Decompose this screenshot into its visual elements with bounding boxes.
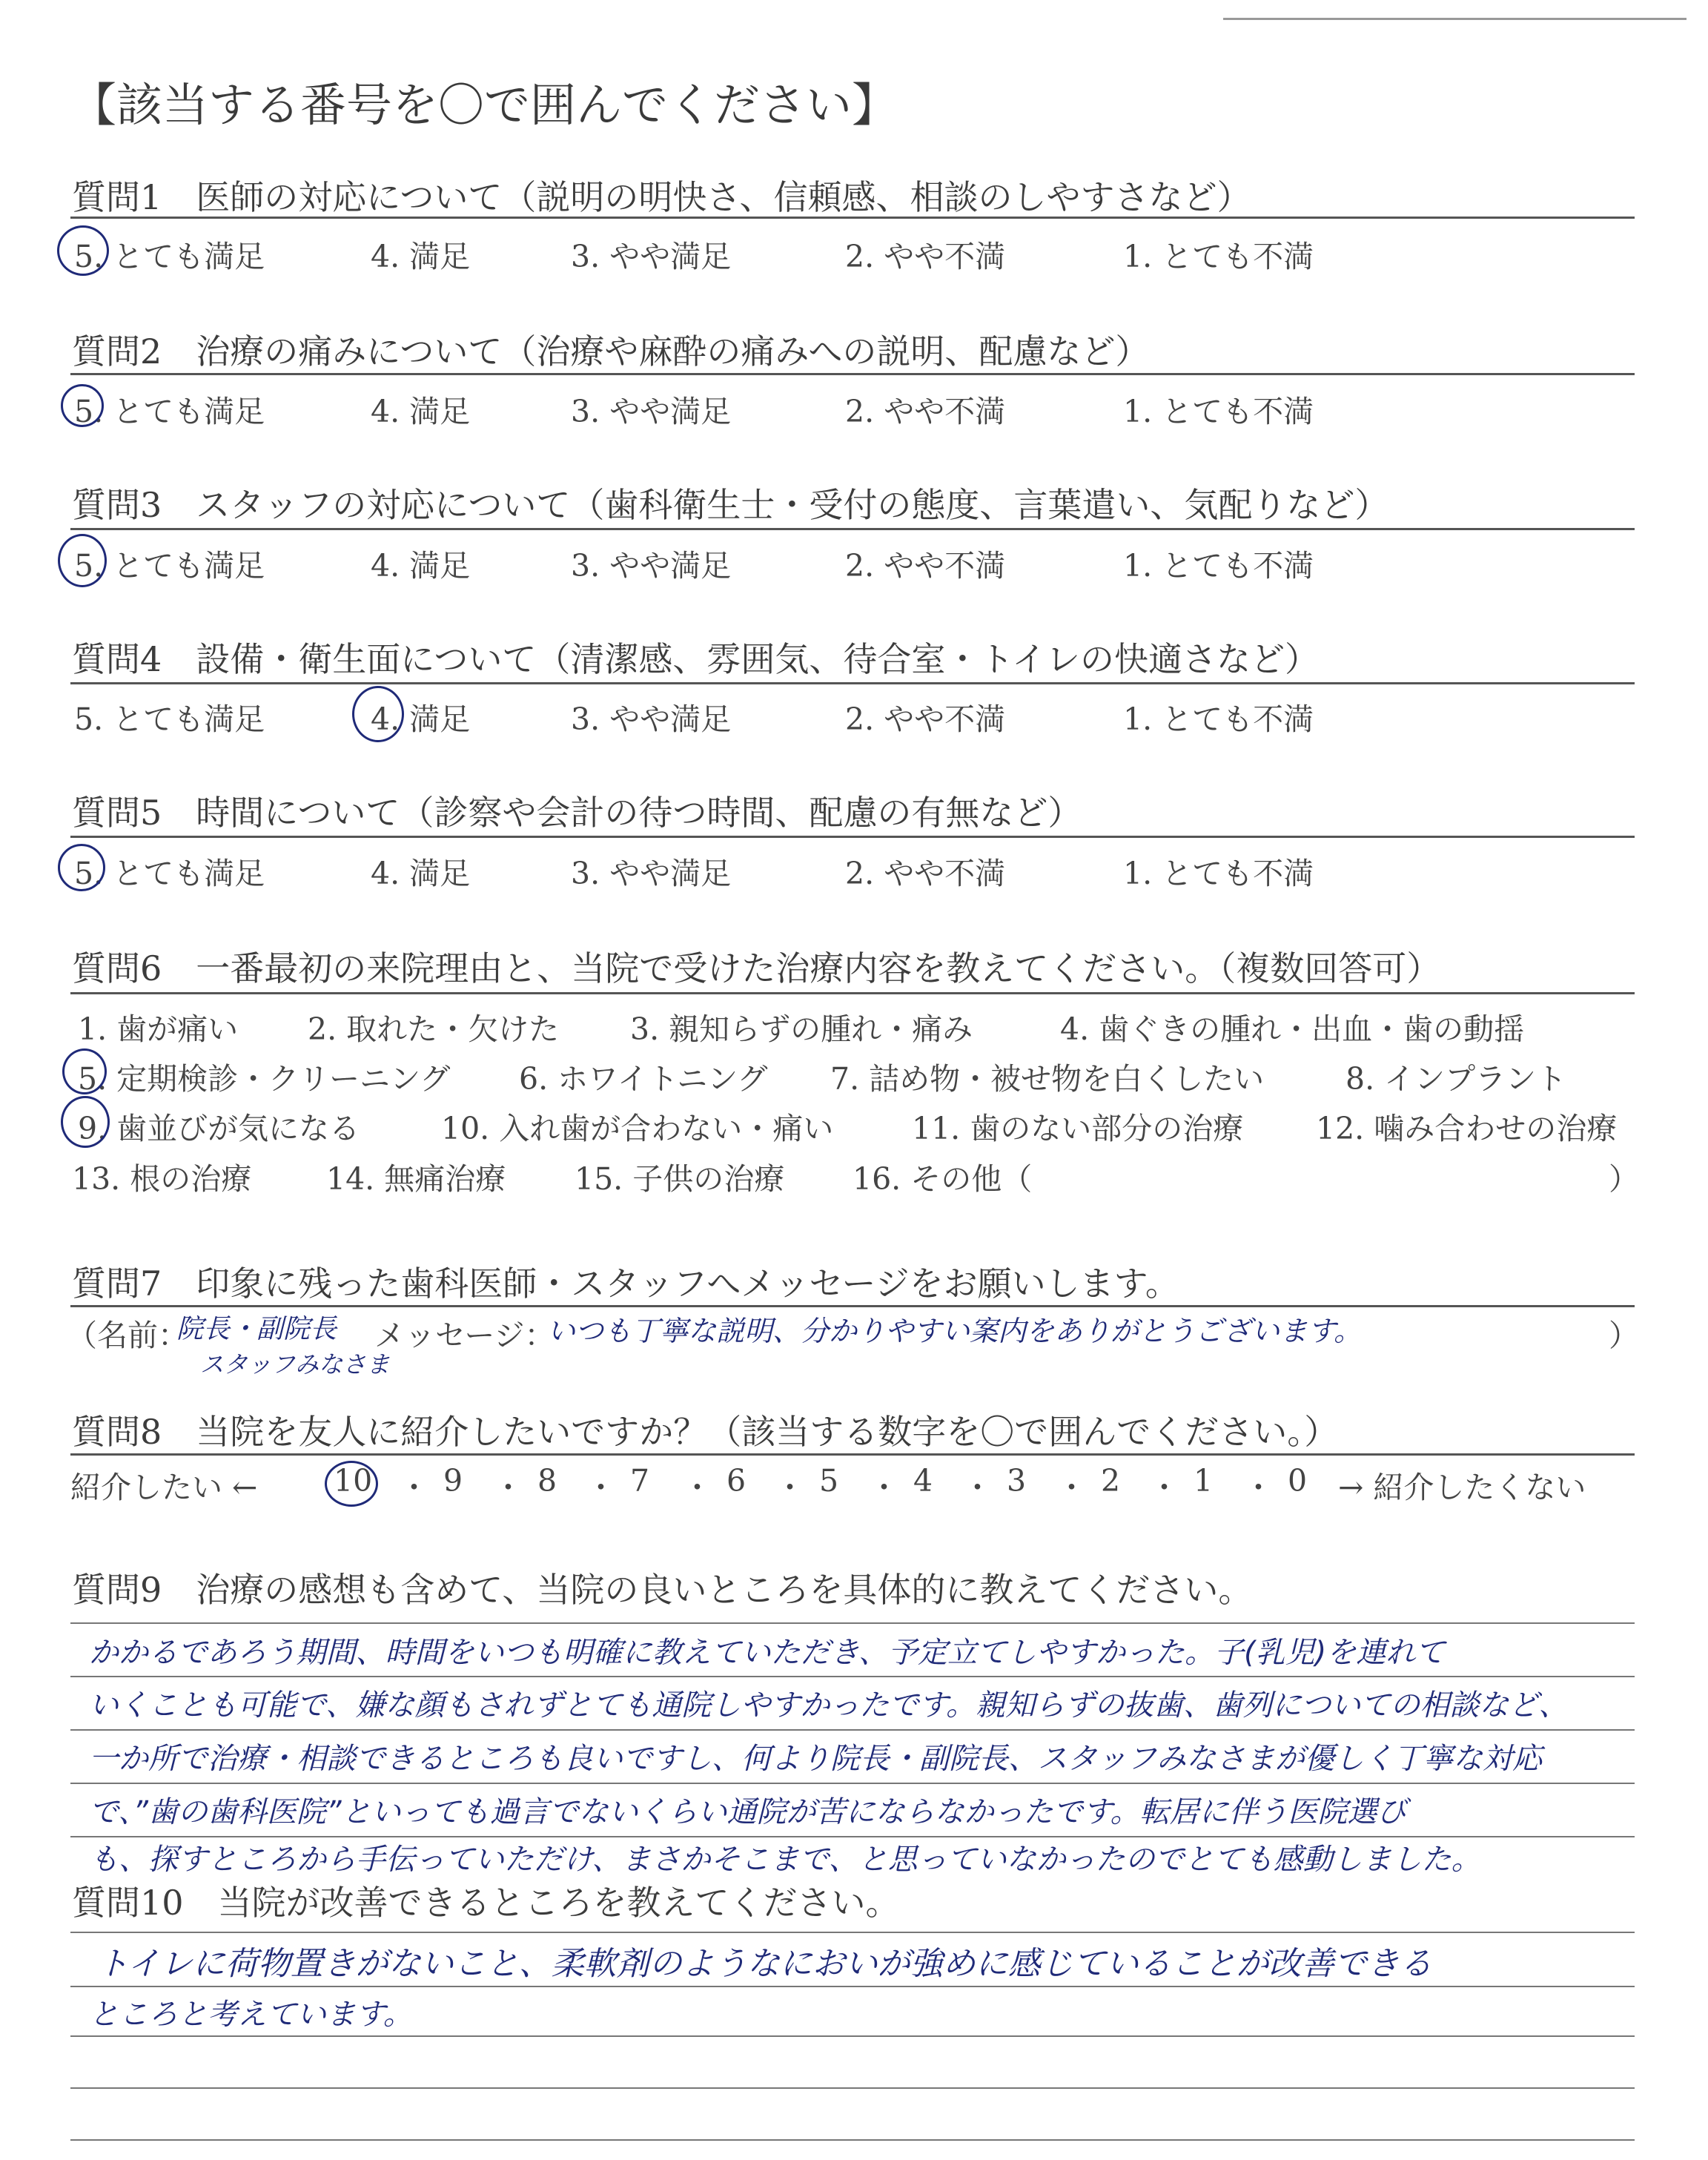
q1-option-5[interactable]: 5. とても満足: [74, 239, 265, 274]
question-10-title: 質問10 当院が改善できるところを教えてください。: [72, 1883, 900, 1923]
q8-scale-8[interactable]: 8: [537, 1463, 557, 1499]
q6-option-7[interactable]: 7. 詰め物・被せ物を白くしたい: [830, 1061, 1265, 1097]
question-3-title: 質問3 スタッフの対応について（歯科衛生士・受付の態度、言葉遣い、気配りなど）: [72, 485, 1389, 525]
q5-selected-circle: [58, 844, 105, 891]
q6-option-9[interactable]: 9. 歯並びが気になる: [78, 1111, 360, 1146]
q3-option-2[interactable]: 2. やや不満: [845, 548, 1006, 584]
q9-answer-line-3[interactable]: 一か所で治療・相談できるところも良いですし、何より院長・副院長、スタッフみなさまが優しく丁寧な対応: [89, 1742, 1542, 1776]
q8-scale-dot: ・: [1056, 1470, 1087, 1505]
q6-option-16[interactable]: 16. その他（: [853, 1161, 1033, 1197]
q8-scale-0[interactable]: 0: [1288, 1463, 1308, 1499]
q3-option-1[interactable]: 1. とても不満: [1123, 548, 1314, 584]
q6-option-1[interactable]: 1. 歯が痛い: [78, 1011, 239, 1047]
q6-option-5[interactable]: 5. 定期検診・クリーニング: [78, 1061, 451, 1097]
question-4-title: 質問4 設備・衛生面について（清潔感、雰囲気、待合室・トイレの快適さなど）: [72, 639, 1320, 679]
q7-message-value[interactable]: いつも丁寧な説明、分かりやすい案内をありがとうございます。: [547, 1315, 1362, 1347]
q6-option-11[interactable]: 11. 歯のない部分の治療: [912, 1111, 1244, 1146]
question-1-title: 質問1 医師の対応について（説明の明快さ、信頼感、相談のしやすさなど）: [72, 177, 1251, 217]
q8-scale-dot: ・: [682, 1470, 712, 1505]
q8-scale-dot: ・: [775, 1470, 805, 1505]
q8-scale-dot: ・: [1149, 1470, 1179, 1505]
q6-option-8[interactable]: 8. インプラント: [1345, 1061, 1567, 1097]
q5-option-2[interactable]: 2. やや不満: [845, 856, 1006, 891]
q9-answer-line-5[interactable]: も、探すところから手伝っていただけ、まさかそこまで、と思っていなかったのでとても感動しました。: [89, 1843, 1481, 1877]
q9-answer-rule: [70, 1622, 1635, 1624]
question-1-rule: [70, 217, 1635, 219]
question-7-rule: [70, 1305, 1635, 1307]
q5-option-3[interactable]: 3. やや満足: [571, 856, 732, 891]
q1-option-1[interactable]: 1. とても不満: [1123, 239, 1314, 274]
q6-option-14[interactable]: 14. 無痛治療: [326, 1161, 506, 1197]
question-5-title: 質問5 時間について（診察や会計の待つ時間、配慮の有無など）: [72, 793, 1082, 833]
q6-option-2[interactable]: 2. 取れた・欠けた: [308, 1011, 560, 1047]
q8-scale-4[interactable]: 4: [913, 1463, 933, 1499]
top-edge-line: [1223, 18, 1687, 20]
q8-scale-dot: ・: [586, 1470, 616, 1505]
q8-scale-dot: ・: [493, 1470, 523, 1505]
q8-scale-7[interactable]: 7: [630, 1463, 650, 1499]
q10-answer-line-1[interactable]: トイレに荷物置きがないこと、柔軟剤のようなにおいが強めに感じていることが改善できる: [96, 1945, 1432, 1983]
q1-option-4[interactable]: 4. 満足: [371, 239, 471, 274]
question-2-rule: [70, 373, 1635, 375]
question-6-title: 質問6 一番最初の来院理由と、当院で受けた治療内容を教えてください。（複数回答可）: [72, 948, 1441, 988]
q3-option-3[interactable]: 3. やや満足: [571, 548, 732, 584]
q8-scale-5[interactable]: 5: [819, 1463, 839, 1499]
question-5-rule: [70, 836, 1635, 838]
q4-option-2[interactable]: 2. やや不満: [845, 701, 1006, 737]
q2-option-2[interactable]: 2. やや不満: [845, 394, 1006, 429]
q8-scale-3[interactable]: 3: [1007, 1463, 1027, 1499]
q1-option-3[interactable]: 3. やや満足: [571, 239, 732, 274]
q4-selected-circle: [352, 686, 404, 742]
q2-option-1[interactable]: 1. とても不満: [1123, 394, 1314, 429]
q8-right-label: → 紹介したくない: [1338, 1470, 1586, 1505]
question-9-title: 質問9 治療の感想も含めて、当院の良いところを具体的に教えてください。: [72, 1570, 1253, 1610]
q8-scale-dot: ・: [399, 1470, 429, 1505]
q6-other-close: ）: [1609, 1161, 1639, 1197]
q7-close: ）: [1609, 1318, 1639, 1353]
q7-name-value-2[interactable]: スタッフみなさま: [200, 1350, 391, 1378]
q1-selected-circle: [57, 225, 109, 276]
q8-scale-2[interactable]: 2: [1101, 1463, 1121, 1499]
q6-selected-circle-5: [62, 1048, 107, 1094]
q4-option-5[interactable]: 5. とても満足: [74, 701, 265, 737]
q6-option-4[interactable]: 4. 歯ぐきの腫れ・出血・歯の動揺: [1060, 1011, 1525, 1047]
q8-scale-dot: ・: [1243, 1470, 1274, 1505]
q5-option-1[interactable]: 1. とても不満: [1123, 856, 1314, 891]
question-7-title: 質問7 印象に残った歯科医師・スタッフへメッセージをお願いします。: [72, 1264, 1179, 1304]
q10-answer-line-2[interactable]: ところと考えています。: [89, 1998, 413, 2032]
q2-option-4[interactable]: 4. 満足: [371, 394, 471, 429]
q9-answer-rule: [70, 1676, 1635, 1677]
q8-left-label: 紹介したい ←: [70, 1470, 258, 1505]
q3-option-5[interactable]: 5. とても満足: [74, 548, 265, 584]
q9-answer-line-1[interactable]: かかるであろう期間、時間をいつも明確に教えていただき、予定立てしやすかった。子(乳児)を連れて: [89, 1636, 1446, 1670]
question-6-rule: [70, 992, 1635, 994]
q6-option-15[interactable]: 15. 子供の治療: [575, 1161, 785, 1197]
q8-scale-1[interactable]: 1: [1194, 1463, 1214, 1499]
q9-answer-rule: [70, 1783, 1635, 1784]
q2-option-3[interactable]: 3. やや満足: [571, 394, 732, 429]
q8-scale-dot: ・: [962, 1470, 993, 1505]
question-4-rule: [70, 682, 1635, 684]
q4-option-3[interactable]: 3. やや満足: [571, 701, 732, 737]
question-8-rule: [70, 1453, 1635, 1456]
q8-scale-9[interactable]: 9: [443, 1463, 463, 1499]
q9-answer-rule: [70, 1729, 1635, 1731]
q9-answer-line-2[interactable]: いくことも可能で、嫌な顔もされずとても通院しやすかったです。親知らずの抜歯、歯列についての相談など、: [89, 1688, 1569, 1723]
question-2-title: 質問2 治療の痛みについて（治療や麻酔の痛みへの説明、配慮など）: [72, 331, 1150, 371]
q8-scale-dot: ・: [869, 1470, 899, 1505]
q6-option-12[interactable]: 12. 噛み合わせの治療: [1316, 1111, 1618, 1146]
q4-option-1[interactable]: 1. とても不満: [1123, 701, 1314, 737]
q6-option-6[interactable]: 6. ホワイトニング: [519, 1061, 768, 1097]
q2-option-5[interactable]: 5. とても満足: [74, 394, 265, 429]
q3-option-4[interactable]: 4. 満足: [371, 548, 471, 584]
q8-selected-circle: [325, 1461, 378, 1507]
q10-answer-rule: [70, 1932, 1635, 1933]
q4-option-4[interactable]: 4. 満足: [371, 701, 471, 737]
question-8-title: 質問8 当院を友人に紹介したいですか？（該当する数字を〇で囲んでください。）: [72, 1412, 1339, 1452]
q6-option-13[interactable]: 13. 根の治療: [72, 1161, 252, 1197]
q1-option-2[interactable]: 2. やや不満: [845, 239, 1006, 274]
q2-selected-circle: [61, 384, 104, 427]
q10-answer-rule: [70, 1986, 1635, 1987]
q7-name-label: （名前：: [67, 1318, 188, 1353]
q9-answer-line-4[interactable]: で、”歯の歯科医院”といっても過言でないくらい通院が苦にならなかったです。転居に伴う医院選び: [89, 1795, 1407, 1829]
q3-selected-circle: [58, 534, 107, 587]
q8-scale-10[interactable]: 10: [334, 1463, 373, 1499]
q10-answer-rule: [70, 2087, 1635, 2089]
q7-message-label: メッセージ：: [374, 1318, 555, 1353]
q10-answer-rule: [70, 2035, 1635, 2037]
q5-option-4[interactable]: 4. 満足: [371, 856, 471, 891]
q7-name-value-1[interactable]: 院長・副院長: [176, 1314, 337, 1344]
q6-option-10[interactable]: 10. 入れ歯が合わない・痛い: [441, 1111, 834, 1146]
q10-answer-rule: [70, 2139, 1635, 2141]
q8-scale-6[interactable]: 6: [726, 1463, 747, 1499]
question-3-rule: [70, 528, 1635, 530]
page-heading: 【該当する番号を〇で囲んでください】: [70, 78, 898, 132]
q5-option-5[interactable]: 5. とても満足: [74, 856, 265, 891]
q6-option-3[interactable]: 3. 親知らずの腫れ・痛み: [630, 1011, 973, 1047]
q6-selected-circle-9: [61, 1096, 110, 1148]
